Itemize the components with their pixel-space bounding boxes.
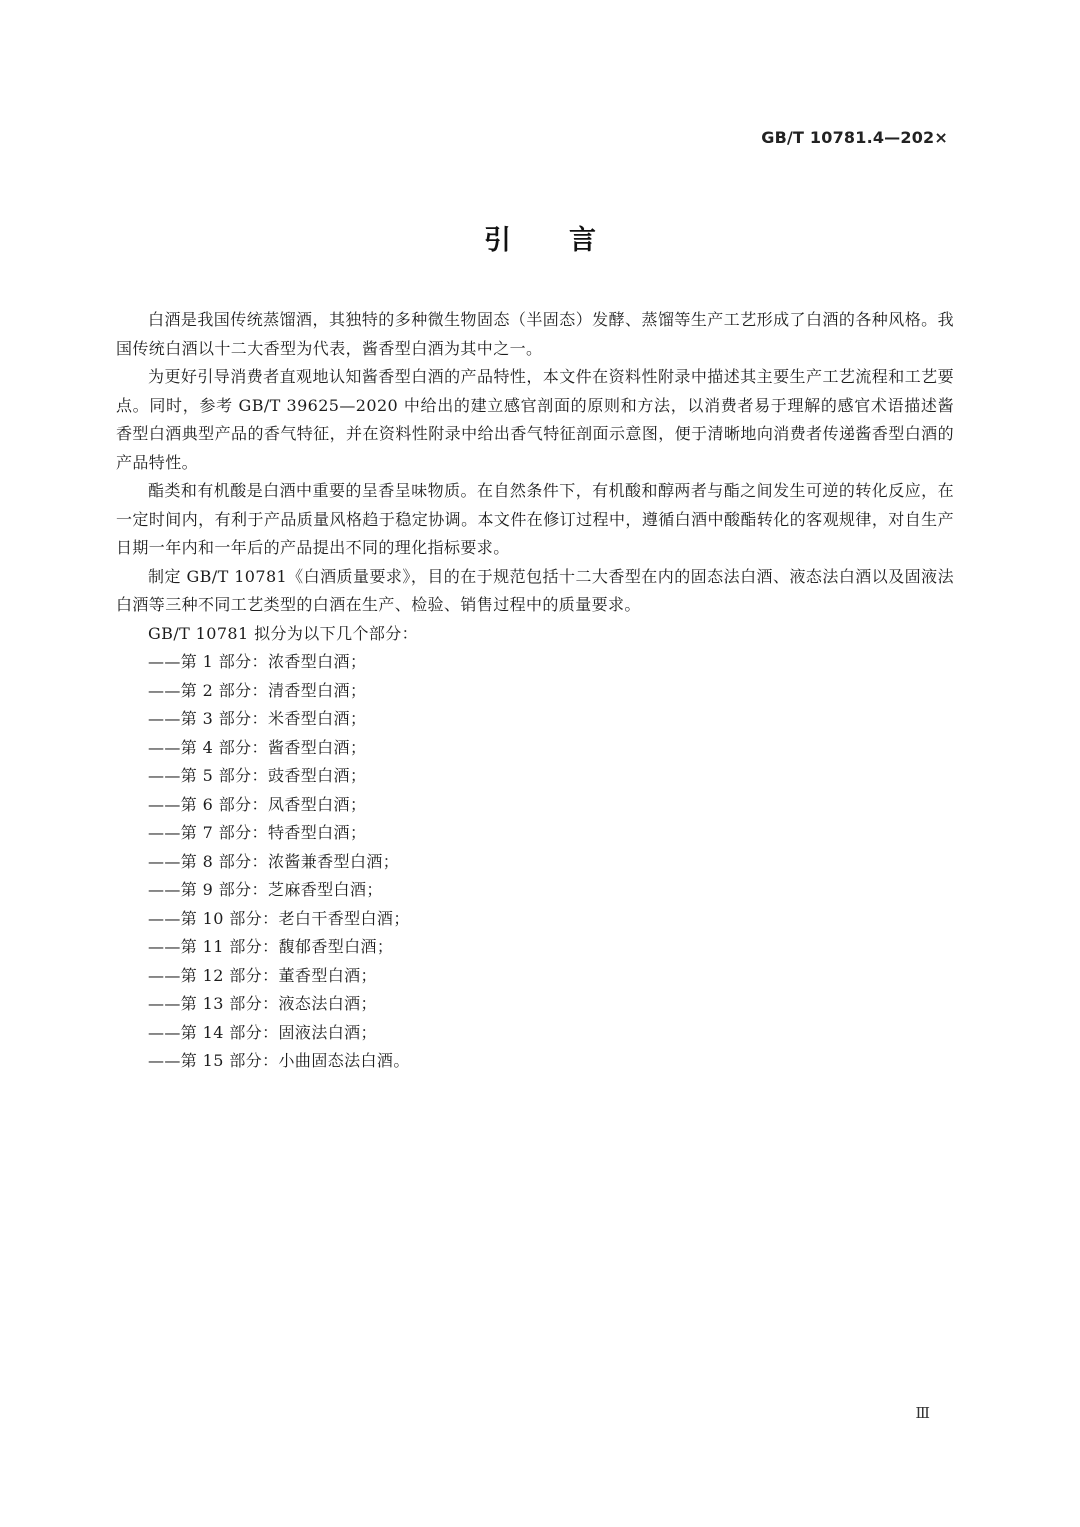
list-item: ——第 11 部分：馥郁香型白酒； xyxy=(148,937,394,956)
list-item: ——第 2 部分：清香型白酒； xyxy=(148,680,367,700)
list-item: ——第 8 部分：浓酱兼香型白酒； xyxy=(148,851,400,871)
paragraph-parts-intro: GB/T 10781 拟分为以下几个部分： xyxy=(148,623,419,643)
list-item: ——第 13 部分：液态法白酒； xyxy=(148,994,377,1013)
list-item: ——第 7 部分：特香型白酒； xyxy=(148,823,367,842)
list-item: ——第 4 部分：酱香型白酒； xyxy=(148,737,367,757)
list-item: ——第 3 部分：米香型白酒； xyxy=(148,709,367,728)
paragraph-purpose: 为更好引导消费者直观地认知酱香型白酒的产品特性，本文件在资料性附录中描述其主要生产工艺流程和工艺要点。同时，参考 GB/T 39625—2020 中给出的建立感官剖面的原则和方法，以消费者易于理解的感官术语描述酱香型白酒典型产品的香气特征，并在资料性附录中给出香气特征剖面示意图，便于清晰地向消费者传递酱香型白酒的产品特性。 xyxy=(116,367,954,472)
list-item: ——第 10 部分：老白干香型白酒； xyxy=(148,908,410,928)
paragraph-intro-baijiu: 白酒是我国传统蒸馏酒，其独特的多种微生物固态（半固态）发酵、蒸馏等生产工艺形成了白酒的各种风格。我国传统白酒以十二大香型为代表，酱香型白酒为其中之一。 xyxy=(116,310,954,358)
list-item: ——第 5 部分：豉香型白酒； xyxy=(148,766,367,785)
list-item: ——第 14 部分：固液法白酒； xyxy=(148,1022,377,1042)
list-item: ——第 12 部分：董香型白酒； xyxy=(148,965,377,985)
list-item: ——第 1 部分：浓香型白酒； xyxy=(148,652,367,671)
standard-code: GB/T 10781.4—202× xyxy=(761,128,948,147)
page-number: Ⅲ xyxy=(915,1404,930,1422)
list-item: ——第 15 部分：小曲固态法白酒。 xyxy=(148,1051,410,1070)
list-item: ——第 9 部分：芝麻香型白酒； xyxy=(148,880,383,899)
page-title: 引言 xyxy=(484,225,654,256)
parts-list xyxy=(116,648,954,1076)
paragraph-esters-acids: 酯类和有机酸是白酒中重要的呈香呈味物质。在自然条件下，有机酸和醇两者与酯之间发生可逆的转化反应，在一定时间内，有利于产品质量风格趋于稳定协调。本文件在修订过程中，遵循白酒中酸酯转化的客观规律，对自生产日期一年内和一年后的产品提出不同的理化指标要求。 xyxy=(116,481,954,557)
paragraph-standard-aim: 制定 GB/T 10781《白酒质量要求》，目的在于规范包括十二大香型在内的固态法白酒、液态法白酒以及固液法白酒等三种不同工艺类型的白酒在生产、检验、销售过程中的质量要求。 xyxy=(116,566,954,614)
introduction-body xyxy=(116,306,954,1076)
list-item: ——第 6 部分：凤香型白酒； xyxy=(148,794,367,814)
